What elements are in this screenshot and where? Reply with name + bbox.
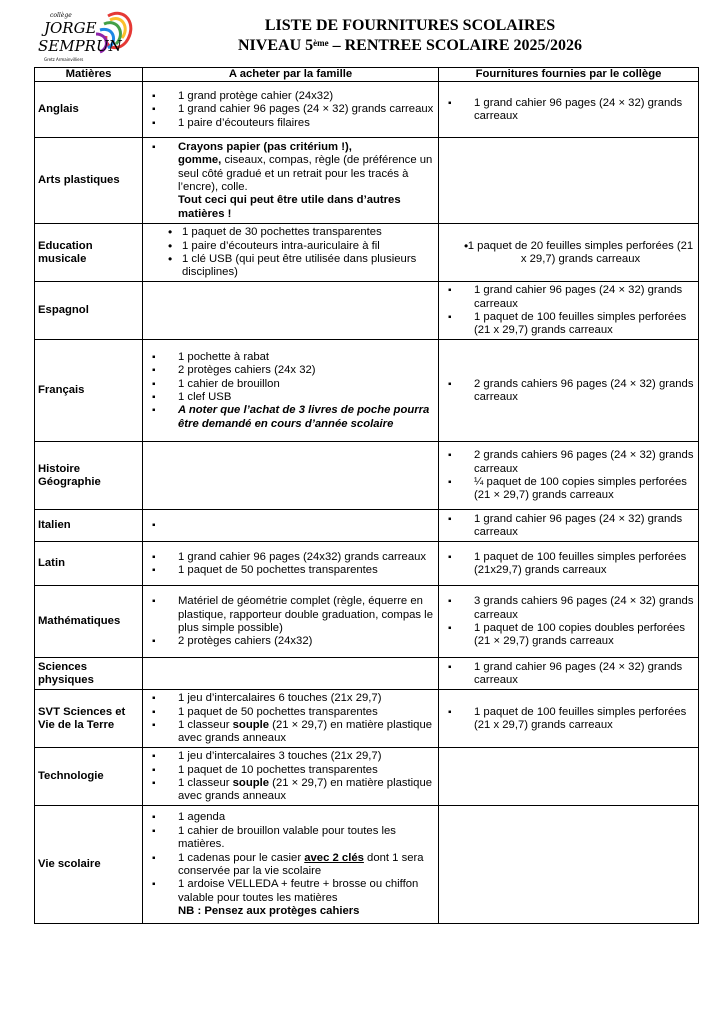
table-row bbox=[35, 224, 699, 282]
list-item: ▪ 2 grands cahiers 96 pages (24 × 32) grands carreaux bbox=[442, 449, 695, 476]
college-cell bbox=[439, 340, 699, 442]
table-row bbox=[35, 138, 699, 224]
note: NB : Pensez aux protèges cahiers bbox=[178, 905, 360, 918]
list-item: ▪ 2 protèges cahiers (24x32) bbox=[146, 635, 435, 648]
list-item: ▪ 1 paquet de 100 feuilles simples perforées (21 x 29,7) grands carreaux bbox=[442, 311, 695, 338]
list-item: ▪ 1 grand protège cahier (24x32) bbox=[146, 90, 435, 103]
header-subjects: Matières bbox=[35, 68, 143, 82]
family-cell bbox=[143, 340, 439, 442]
subject-cell: Mathématiques bbox=[35, 586, 143, 658]
document-subtitle: NIVEAU 5ème – RENTREE SCOLAIRE 2025/2026 bbox=[238, 37, 582, 54]
table-row bbox=[35, 806, 699, 924]
list-item: • 1 clé USB (qui peut être utilisée dans plusieurs disciplines) bbox=[146, 253, 435, 280]
college-cell bbox=[439, 658, 699, 690]
list-item: ▪ 1 grand cahier 96 pages (24 × 32) grands carreaux bbox=[146, 103, 435, 116]
family-cell bbox=[143, 138, 439, 224]
family-cell bbox=[143, 442, 439, 510]
college-logo bbox=[30, 8, 138, 66]
table-row bbox=[35, 442, 699, 510]
list-item: ▪ 1 paquet de 50 pochettes transparentes bbox=[146, 564, 435, 577]
college-cell bbox=[439, 442, 699, 510]
family-cell bbox=[143, 586, 439, 658]
college-cell bbox=[439, 586, 699, 658]
list-item: ▪ Crayons papier (pas critérium !), gomme, ciseaux, compas, règle (de préférence un seul côté gradué et un retrait pour les tracés à l’encre), colle. Tout ceci qui peut être utile dans d’autres matières ! bbox=[146, 141, 435, 221]
supplies-table bbox=[34, 67, 699, 924]
list-item bbox=[146, 519, 435, 532]
family-cell bbox=[143, 224, 439, 282]
table-row bbox=[35, 82, 699, 138]
list-item: ▪ 1 grand cahier 96 pages (24 × 32) grands carreaux bbox=[442, 97, 695, 124]
table-row bbox=[35, 586, 699, 658]
table-row bbox=[35, 542, 699, 586]
college-cell bbox=[439, 510, 699, 542]
logo-text-jorge: JORGE bbox=[44, 19, 97, 37]
table-row bbox=[35, 340, 699, 442]
list-item: • 1 paire d’écouteurs intra-auriculaire à fil bbox=[146, 240, 435, 253]
college-cell bbox=[439, 806, 699, 924]
list-item: ▪ 3 grands cahiers 96 pages (24 × 32) grands carreaux bbox=[442, 595, 695, 622]
list-item: ▪ Matériel de géométrie complet (règle, équerre en plastique, rapporteur double graduation, compas le plus simple possible) bbox=[146, 595, 435, 635]
document-title: LISTE DE FOURNITURES SCOLAIRES bbox=[264, 17, 556, 34]
header-college: Fournitures fournies par le collège bbox=[439, 68, 699, 82]
list-item: ▪ 2 protèges cahiers (24x 32) bbox=[146, 364, 435, 377]
subject-cell: Anglais bbox=[35, 82, 143, 138]
list-item: ▪ 2 grands cahiers 96 pages (24 × 32) grands carreaux bbox=[442, 378, 695, 405]
college-cell bbox=[439, 542, 699, 586]
subject-cell: Education musicale bbox=[35, 224, 143, 282]
table-header-row bbox=[35, 68, 699, 82]
family-cell bbox=[143, 806, 439, 924]
list-item: • 1 paquet de 20 feuilles simples perforées (21 x 29,7) grands carreaux bbox=[442, 240, 695, 267]
list-item: ▪ 1 grand cahier 96 pages (24 × 32) grands carreaux bbox=[442, 661, 695, 688]
list-item: ▪ 1 grand cahier 96 pages (24 × 32) grands carreaux bbox=[442, 513, 695, 540]
list-item: ▪ 1 paquet de 100 feuilles simples perforées (21x29,7) grands carreaux bbox=[442, 551, 695, 578]
college-cell bbox=[439, 748, 699, 806]
list-item: ▪ 1 jeu d’intercalaires 6 touches (21x 29,7) bbox=[146, 692, 435, 705]
family-cell bbox=[143, 510, 439, 542]
family-cell bbox=[143, 542, 439, 586]
list-item: ▪ 1 classeur souple (21 × 29,7) en matière plastique avec grands anneaux bbox=[146, 777, 435, 804]
subject-cell: Histoire Géographie bbox=[35, 442, 143, 510]
list-item: ▪ 1 cadenas pour le casier avec 2 clés dont 1 sera conservée par la vie scolaire bbox=[146, 852, 435, 879]
list-item: ▪ 1 paquet de 10 pochettes transparentes bbox=[146, 764, 435, 777]
subject-cell: Latin bbox=[35, 542, 143, 586]
subject-cell: Espagnol bbox=[35, 282, 143, 340]
subject-cell: Italien bbox=[35, 510, 143, 542]
list-item: ▪ 1 classeur souple (21 × 29,7) en matière plastique avec grands anneaux bbox=[146, 719, 435, 746]
family-cell bbox=[143, 282, 439, 340]
subject-cell: Technologie bbox=[35, 748, 143, 806]
table-row bbox=[35, 510, 699, 542]
table-row bbox=[35, 658, 699, 690]
list-item: ▪ 1 grand cahier 96 pages (24x32) grands carreaux bbox=[146, 551, 435, 564]
logo-text-town: Gretz Armainvilliers bbox=[44, 57, 84, 62]
list-item: ▪ 1 cahier de brouillon bbox=[146, 378, 435, 391]
list-item: ▪ 1 paquet de 100 feuilles simples perforées (21 x 29,7) grands carreaux bbox=[442, 706, 695, 733]
list-item: ▪ ¼ paquet de 100 copies simples perforées (21 × 29,7) grands carreaux bbox=[442, 476, 695, 503]
table-row bbox=[35, 690, 699, 748]
college-cell bbox=[439, 282, 699, 340]
table-row bbox=[35, 748, 699, 806]
list-item: ▪ 1 paquet de 50 pochettes transparentes bbox=[146, 706, 435, 719]
subject-cell: Sciences physiques bbox=[35, 658, 143, 690]
subject-cell: SVT Sciences et Vie de la Terre bbox=[35, 690, 143, 748]
list-item: ▪ 1 paire d’écouteurs filaires bbox=[146, 117, 435, 130]
family-cell bbox=[143, 748, 439, 806]
subject-cell: Arts plastiques bbox=[35, 138, 143, 224]
subject-cell: Vie scolaire bbox=[35, 806, 143, 924]
college-cell bbox=[439, 82, 699, 138]
list-item: ▪ 1 cahier de brouillon valable pour toutes les matières. bbox=[146, 825, 435, 852]
college-cell bbox=[439, 690, 699, 748]
list-item: ▪ 1 agenda bbox=[146, 811, 435, 824]
subject-cell: Français bbox=[35, 340, 143, 442]
list-item: ▪ 1 jeu d’intercalaires 3 touches (21x 29,7) bbox=[146, 750, 435, 763]
college-cell bbox=[439, 138, 699, 224]
list-item: ▪ 1 paquet de 100 copies doubles perforées (21 × 29,7) grands carreaux bbox=[442, 622, 695, 649]
college-cell bbox=[439, 224, 699, 282]
list-item: ▪ 1 grand cahier 96 pages (24 × 32) grands carreaux bbox=[442, 284, 695, 311]
list-item: ▪ 1 clef USB bbox=[146, 391, 435, 404]
header-family: A acheter par la famille bbox=[143, 68, 439, 82]
list-item: ▪ 1 ardoise VELLEDA + feutre + brosse ou chiffon valable pour toutes les matières bbox=[146, 878, 435, 905]
list-item: • 1 paquet de 30 pochettes transparentes bbox=[146, 226, 435, 239]
logo-text-college: collège bbox=[50, 12, 72, 19]
table-row bbox=[35, 282, 699, 340]
family-cell bbox=[143, 658, 439, 690]
logo-text-semprun: SEMPRUN bbox=[38, 37, 122, 55]
list-item: ▪ 1 pochette à rabat bbox=[146, 351, 435, 364]
family-cell bbox=[143, 82, 439, 138]
list-item: ▪ A noter que l’achat de 3 livres de poche pourra être demandé en cours d’année scolaire bbox=[146, 404, 435, 431]
family-cell bbox=[143, 690, 439, 748]
